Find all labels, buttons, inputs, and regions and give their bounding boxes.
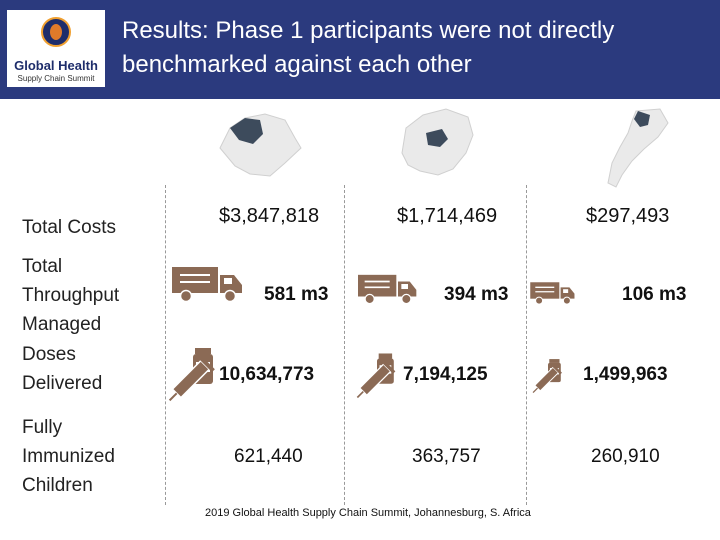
children-value: 260,910: [591, 446, 660, 467]
globe-icon: [41, 17, 71, 47]
cost-value: $297,493: [586, 205, 670, 227]
truck-icon: [358, 273, 418, 305]
doses-value: 10,634,773: [219, 364, 315, 385]
logo-title: Global Health: [14, 58, 98, 73]
vaccine-syringe-icon: [532, 356, 564, 398]
truck-icon: [172, 265, 244, 303]
vaccine-syringe-icon: [356, 350, 398, 404]
row-label-throughput: Total Throughput Managed: [22, 256, 120, 335]
truck-icon: [530, 281, 576, 305]
doses-value: 7,194,125: [403, 364, 488, 385]
row-label-fully-immunized: Fully Immunized Children: [22, 417, 115, 496]
header-bar: [0, 0, 720, 99]
vaccine-syringe-icon: [168, 344, 218, 408]
country-map-icon-nigeria: [398, 103, 478, 179]
column-divider: [344, 185, 345, 505]
children-value: 621,440: [234, 446, 303, 467]
footer-caption: 2019 Global Health Supply Chain Summit, Johannesburg, S. Africa: [205, 507, 531, 519]
throughput-value: 106 m3: [622, 284, 687, 305]
country-map-icon-mozambique: [588, 103, 674, 189]
summit-logo: [7, 10, 105, 87]
children-value: 363,757: [412, 446, 481, 467]
cost-value: $3,847,818: [219, 205, 320, 227]
column-divider: [526, 185, 527, 505]
throughput-value: 581 m3: [264, 284, 329, 305]
country-map-icon-ethiopia: [215, 108, 305, 180]
cost-value: $1,714,469: [397, 205, 498, 227]
slide-title: Results: Phase 1 participants were not directly benchmarked against each other: [122, 17, 615, 78]
row-label-doses: Doses Delivered: [22, 344, 103, 394]
row-label-total-costs: Total Costs: [22, 217, 116, 238]
column-divider: [165, 185, 166, 505]
logo-subtitle: Supply Chain Summit: [17, 74, 95, 83]
doses-value: 1,499,963: [583, 364, 668, 385]
throughput-value: 394 m3: [444, 284, 509, 305]
